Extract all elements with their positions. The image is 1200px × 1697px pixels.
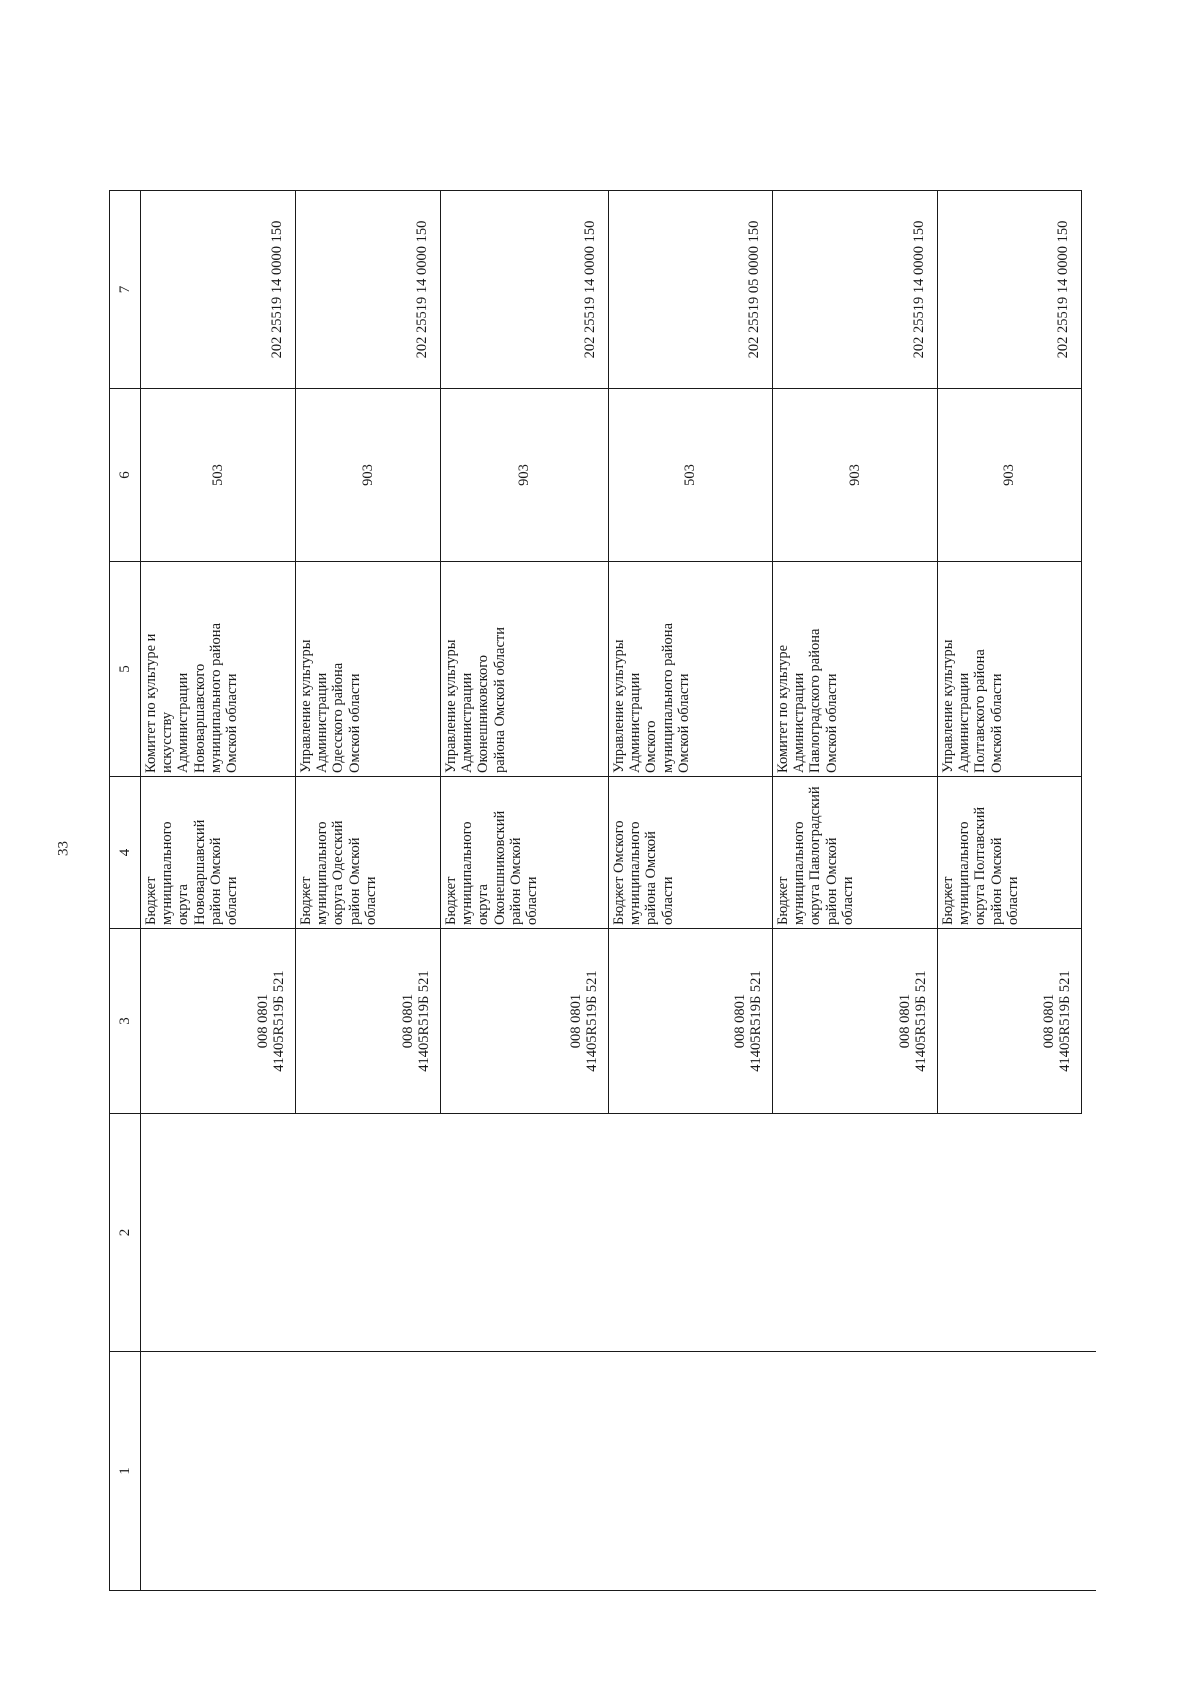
code-line: 41405R519Б 521 [747, 970, 764, 1072]
budget-line: муниципального [791, 821, 808, 925]
column-header: 3 [110, 929, 141, 1114]
budget-line: Бюджет [775, 876, 791, 925]
income-code-cell: 202 25519 14 0000 150 [441, 191, 609, 389]
budget-line: области [1004, 876, 1021, 925]
empty-cell [296, 1352, 441, 1591]
budget-line: район Омской [988, 837, 1005, 925]
admin-line: муниципального района [207, 623, 224, 773]
rotated-table-container [109, 191, 1079, 1591]
budget-line: Бюджет Омского [611, 820, 627, 925]
classification-code-cell [773, 929, 938, 1114]
code-line: 008 0801 [1040, 993, 1057, 1049]
admin-line: Управление культуры [611, 639, 627, 773]
admin-line: муниципального района [659, 623, 676, 773]
budget-line: район Омской [346, 837, 363, 925]
budget-line: области [524, 876, 541, 925]
budget-line: муниципального [956, 821, 973, 925]
budget-line: Бюджет [443, 876, 459, 925]
admin-line: Омской области [823, 673, 840, 773]
ministry-code-cell: 903 [296, 389, 441, 562]
table-row [441, 191, 609, 1591]
row-divider-stub [1078, 1590, 1096, 1591]
empty-cell [441, 1352, 609, 1591]
table-row [296, 191, 441, 1591]
code-line: 41405R519Б 521 [912, 970, 929, 1072]
budget-line: район Омской [207, 837, 224, 925]
budget-line: Оконешниковский [491, 810, 508, 925]
admin-line: района Омской области [491, 626, 508, 773]
budget-line: округа [475, 884, 492, 925]
table-row [938, 191, 1082, 1591]
column-header: 7 [110, 191, 141, 389]
empty-cell [296, 1114, 441, 1352]
income-code-cell: 202 25519 14 0000 150 [141, 191, 296, 389]
empty-cell [938, 1114, 1082, 1352]
table-row [141, 191, 296, 1591]
classification-code-cell [609, 929, 773, 1114]
budget-line: муниципального [159, 821, 176, 925]
column-header: 6 [110, 389, 141, 562]
admin-line: Омской области [224, 673, 241, 773]
classification-code-cell [441, 929, 609, 1114]
admin-line: Комитет по культуре и [143, 633, 159, 773]
budget-line: района Омской [643, 831, 660, 925]
administrator-cell [141, 562, 296, 777]
code-line: 008 0801 [254, 993, 271, 1049]
classification-code-cell [296, 929, 441, 1114]
classification-code-cell [938, 929, 1082, 1114]
administrator-cell [441, 562, 609, 777]
budget-line: район Омской [507, 837, 524, 925]
ministry-code-cell: 503 [141, 389, 296, 562]
admin-line: Администрации [791, 672, 808, 773]
admin-line: Одесского района [330, 662, 347, 773]
administrator-cell [296, 562, 441, 777]
budget-table [109, 190, 1082, 1591]
code-line: 008 0801 [896, 993, 913, 1049]
budget-line: район Омской [823, 837, 840, 925]
income-code-cell: 202 25519 14 0000 150 [938, 191, 1082, 389]
code-line: 008 0801 [399, 993, 416, 1049]
budget-cell [441, 777, 609, 929]
administrator-cell [938, 562, 1082, 777]
empty-cell [773, 1114, 938, 1352]
budget-cell [609, 777, 773, 929]
admin-line: Администрации [956, 672, 973, 773]
admin-line: Омской области [988, 673, 1005, 773]
budget-cell [141, 777, 296, 929]
empty-cell [141, 1352, 296, 1591]
budget-line: Нововаршавский [191, 819, 208, 925]
header-row [110, 191, 141, 1591]
administrator-cell [773, 562, 938, 777]
budget-line: области [839, 876, 856, 925]
budget-cell [938, 777, 1082, 929]
column-header: 5 [110, 562, 141, 777]
row-divider-stub [1078, 1351, 1096, 1352]
budget-line: округа Одесский [330, 820, 347, 925]
budget-line: муниципального [459, 821, 476, 925]
empty-cell [609, 1114, 773, 1352]
admin-line: Управление культуры [443, 639, 459, 773]
admin-line: Полтавского района [972, 649, 989, 773]
admin-line: Управление культуры [940, 639, 956, 773]
budget-line: округа Павлоградский [807, 786, 824, 925]
administrator-cell [609, 562, 773, 777]
income-code-cell: 202 25519 05 0000 150 [609, 191, 773, 389]
budget-line: Бюджет [940, 876, 956, 925]
ministry-code-cell: 503 [609, 389, 773, 562]
budget-line: Бюджет [143, 876, 159, 925]
admin-line: Омского [643, 720, 660, 773]
column-header: 1 [110, 1352, 141, 1591]
budget-cell [773, 777, 938, 929]
admin-line: Администрации [627, 672, 644, 773]
column-header: 2 [110, 1114, 141, 1352]
income-code-cell: 202 25519 14 0000 150 [296, 191, 441, 389]
code-line: 41405R519Б 521 [415, 970, 432, 1072]
ministry-code-cell: 903 [938, 389, 1082, 562]
admin-line: Администрации [175, 672, 192, 773]
code-line: 41405R519Б 521 [1056, 970, 1073, 1072]
budget-line: муниципального [627, 821, 644, 925]
budget-line: округа [175, 884, 192, 925]
ministry-code-cell: 903 [773, 389, 938, 562]
empty-cell [141, 1114, 296, 1352]
ministry-code-cell: 903 [441, 389, 609, 562]
admin-line: Омской области [675, 673, 692, 773]
budget-line: области [224, 876, 241, 925]
budget-line: муниципального [314, 821, 331, 925]
table-row [609, 191, 773, 1591]
admin-line: Администрации [314, 672, 331, 773]
code-line: 41405R519Б 521 [270, 970, 287, 1072]
page-number: 33 [55, 841, 72, 856]
income-code-cell: 202 25519 14 0000 150 [773, 191, 938, 389]
code-line: 008 0801 [567, 993, 584, 1049]
code-line: 41405R519Б 521 [583, 970, 600, 1072]
classification-code-cell [141, 929, 296, 1114]
admin-line: Павлоградского района [807, 628, 824, 773]
empty-cell [441, 1114, 609, 1352]
column-header: 4 [110, 777, 141, 929]
admin-line: Омской области [346, 673, 363, 773]
admin-line: Комитет по культуре [775, 644, 791, 773]
budget-cell [296, 777, 441, 929]
admin-line: Оконешниковского [475, 654, 492, 773]
empty-cell [609, 1352, 773, 1591]
admin-line: Администрации [459, 672, 476, 773]
admin-line: Управление культуры [298, 639, 314, 773]
admin-line: искусству [159, 711, 176, 773]
empty-cell [938, 1352, 1082, 1591]
table-row [773, 191, 938, 1591]
code-line: 008 0801 [731, 993, 748, 1049]
admin-line: Нововаршавского [191, 663, 208, 773]
budget-line: области [362, 876, 379, 925]
empty-cell [773, 1352, 938, 1591]
budget-line: Бюджет [298, 876, 314, 925]
budget-line: области [659, 876, 676, 925]
budget-line: округа Полтавский [972, 806, 989, 925]
